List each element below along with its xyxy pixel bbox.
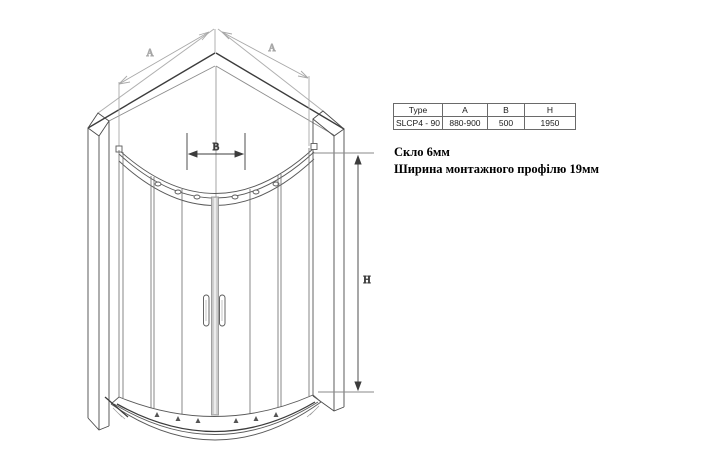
note-profile-width: Ширина монтажного профілю 19мм [394, 162, 600, 176]
tray-left-edge [105, 397, 128, 417]
arrowhead [119, 76, 130, 84]
arrowhead [355, 156, 361, 164]
dim-b-label: B [212, 142, 220, 153]
spec-value-type: SLCP4 - 90 [394, 117, 443, 130]
top-rollers [155, 182, 279, 199]
dim-a-right [222, 32, 309, 146]
spec-header-b: B [487, 104, 524, 117]
spec-table [393, 103, 576, 130]
notes [394, 144, 599, 178]
arrowhead [298, 71, 308, 78]
dim-a-right-label: A [268, 43, 276, 54]
spec-value-h: 1950 [524, 117, 575, 130]
arrowhead [355, 382, 361, 390]
spec-header-a: A [442, 104, 487, 117]
right-wall [313, 111, 344, 411]
dim-h-label: H [363, 275, 371, 286]
left-fixed-panel-edge [151, 176, 154, 408]
right-corner-post [309, 148, 313, 396]
spec-header-type: Type [394, 104, 443, 117]
dim-h [312, 153, 374, 392]
right-fixed-panel-edge [278, 174, 281, 407]
wall-top-edges [88, 29, 344, 197]
note-glass-thickness: Скло 6мм [394, 145, 450, 159]
spec-table-data-row [394, 117, 576, 130]
spec-table-header-row [394, 104, 576, 117]
dim-a-left [119, 32, 209, 151]
center-door-stile [212, 197, 219, 415]
left-wall [88, 113, 109, 430]
arrowhead [189, 151, 197, 157]
spec-header-h: H [524, 104, 575, 117]
arrowhead [235, 151, 243, 157]
dim-a-left-label: A [146, 48, 154, 59]
spec-value-a: 880-900 [442, 117, 487, 130]
spec-value-b: 500 [487, 117, 524, 130]
left-corner-post [119, 150, 123, 398]
rail-end-cap [311, 144, 317, 150]
